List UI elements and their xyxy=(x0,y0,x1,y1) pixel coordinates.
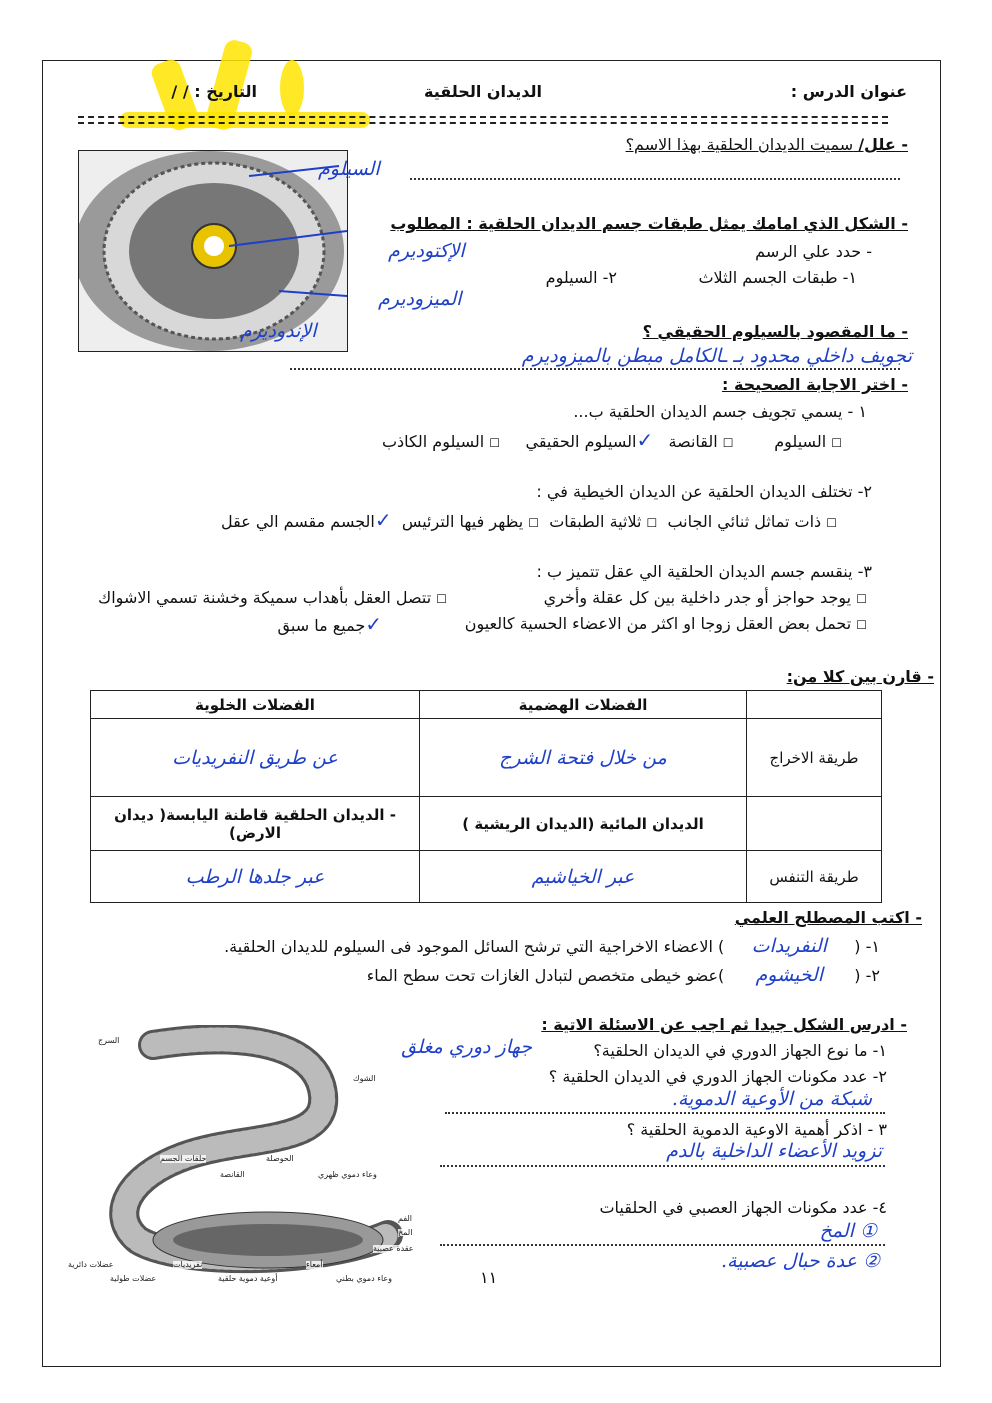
diagram-label: القانصة xyxy=(220,1170,245,1179)
diagram-label: السرج xyxy=(98,1036,120,1045)
option-label: ذات تماثل ثنائي الجانب xyxy=(667,512,822,531)
label-mesoderm: الميزوديرم xyxy=(378,288,462,310)
q3-answer: تجويف داخلي محدود بـ ـالكامل مبطن بالميزوديرم xyxy=(521,345,912,367)
highlight-mark xyxy=(280,60,304,116)
earthworm-diagram xyxy=(68,1025,428,1287)
q1-prefix: - علل/ xyxy=(858,135,908,154)
page-number: ١١ xyxy=(480,1268,498,1287)
option[interactable]: ☐ القانصة xyxy=(668,432,734,451)
date-label: التاريخ : / / xyxy=(171,82,257,101)
mcq-q1: ١ - يسمي تجويف جسم الديدان الحلقية ب... xyxy=(573,402,867,421)
cell: الديدان المائية (الديدان الريشية ) xyxy=(420,797,747,851)
option-checked[interactable] xyxy=(221,508,392,532)
mcq-q2-options xyxy=(221,508,837,532)
study-a3: تزويد الأعضاء الداخلية بالدم xyxy=(666,1140,882,1162)
mcq-title: - اختر الاجابة الصحيحة : xyxy=(721,375,908,394)
q1-question xyxy=(626,135,908,154)
row-label: طريقة الاخراج xyxy=(747,719,882,797)
lesson-label: عنوان الدرس : xyxy=(790,82,907,101)
term-item-2: ٢- (الخيشوم)عضو خيطى متخصص لتبادل الغازات تحت سطح الماء xyxy=(366,964,880,986)
table-row xyxy=(91,851,882,903)
table-row xyxy=(91,719,882,797)
table-header-row xyxy=(91,691,882,719)
check-icon: ✓ xyxy=(636,428,654,452)
option-label: الجسم مقسم الي عقل xyxy=(221,512,375,531)
study-a4b: ② عدة حبال عصبية. xyxy=(721,1250,880,1272)
mcq-q3-option3[interactable]: ☐ تحمل بعض العقل زوجا او اكثر من الاعضاء الحسية كالعيون xyxy=(464,614,867,633)
option[interactable]: ☐ يظهر فيها الترئيس xyxy=(401,512,540,531)
mcq-q1-options xyxy=(382,428,842,452)
diagram-label: الفم xyxy=(398,1214,413,1223)
diagram-label: عقدة عصبية xyxy=(373,1244,414,1253)
term-answer: النفريدات xyxy=(751,935,827,957)
diagram-label: وعاء دموي بطني xyxy=(336,1274,393,1283)
study-a1: جهاز دوري مغلق xyxy=(401,1036,532,1058)
option-label: السيلوم الكاذب xyxy=(381,432,485,451)
check-icon: ✓ xyxy=(365,612,382,636)
terms-title: - اكتب المصطلح العلمي xyxy=(734,908,922,927)
study-q3: ٣ - اذكر أهمية الاوعية الدموية الحلقية ؟ xyxy=(626,1120,887,1139)
q2-title: - الشكل الذي امامك يمثل طبقات جسم الديدان الحلقية : المطلوب xyxy=(390,214,908,233)
mcq-q3-option2[interactable]: ☐ تتصل العقل بأهداب سميكة وخشنة تسمي الاشواك xyxy=(98,588,447,607)
option-checked[interactable] xyxy=(525,428,654,452)
option-label: السيلوم الحقيقي xyxy=(525,432,637,451)
option-label: السيلوم xyxy=(774,432,827,451)
answer-cell: من خلال فتحة الشرج xyxy=(420,719,747,797)
lesson-title: الديدان الحلقية xyxy=(424,82,542,101)
study-a2: شبكة من الأوعية الدموية. xyxy=(671,1088,872,1110)
mcq-q3: ٣- ينقسم جسم الديدان الحلقية الي عقل تتميز ب : xyxy=(536,562,872,581)
term-answer: الخيشوم xyxy=(755,964,824,986)
check-icon: ✓ xyxy=(374,508,392,532)
answer-line xyxy=(290,368,900,370)
q2-sub: - حدد علي الرسم xyxy=(755,242,872,261)
diagram-label: الشوك xyxy=(353,1074,376,1083)
header-cell xyxy=(747,691,882,719)
row-label: طريقة التنفس xyxy=(747,851,882,903)
option-label: يظهر فيها الترئيس xyxy=(401,512,524,531)
header-cell: الفضلات الهضمية xyxy=(420,691,747,719)
diagram-label: الحوصلة xyxy=(266,1154,294,1163)
study-a4a: ① المخ xyxy=(819,1220,877,1242)
comparison-table xyxy=(90,690,882,903)
option-label: جميع ما سبق xyxy=(277,616,366,635)
answer-cell: عبر الخياشيم xyxy=(420,851,747,903)
diagram-label: أمعاء xyxy=(306,1260,323,1269)
q3-title: - ما المقصود بالسيلوم الحقيقي ؟ xyxy=(642,322,908,341)
option-label: يوجد حواجز أو جدر داخلية بين كل عقلة وأخري xyxy=(543,588,852,607)
term-text: عضو خيطى متخصص لتبادل الغازات تحت سطح الماء xyxy=(366,966,719,985)
label-coelom: السيلوم xyxy=(318,158,380,180)
table-row xyxy=(91,797,882,851)
option[interactable]: ☐ ثلاثية الطبقات xyxy=(549,512,658,531)
term-text: الاعضاء الاخراجية التي ترشح السائل الموجود فى السيلوم للديدان الحلقية. xyxy=(224,937,713,956)
diagram-label: عضلات دائرية xyxy=(68,1260,114,1269)
answer-cell: عن طريق النفريديات xyxy=(91,719,420,797)
option[interactable]: ☐ السيلوم xyxy=(774,432,842,451)
header-cell: الفضلات الخلوية xyxy=(91,691,420,719)
option[interactable]: ☐ ذات تماثل ثنائي الجانب xyxy=(667,512,837,531)
answer-line xyxy=(445,1112,885,1114)
compare-title: - قارن بين كلا من: xyxy=(786,667,934,686)
answer-cell: عبر جلدها الرطب xyxy=(91,851,420,903)
option-label: ثلاثية الطبقات xyxy=(549,512,642,531)
diagram-label: المخ xyxy=(398,1228,413,1237)
label-endoderm: الإندوديرم xyxy=(240,320,317,342)
term-number: ١- xyxy=(865,937,880,956)
study-q1: ١- ما نوع الجهاز الدوري في الديدان الحلقية؟ xyxy=(593,1041,887,1060)
option-label: تحمل بعض العقل زوجا او اكثر من الاعضاء الحسية كالعيون xyxy=(464,614,852,633)
answer-line xyxy=(440,1165,885,1167)
label-ectoderm: الإكتوديرم xyxy=(388,240,465,262)
study-q4: ٤- عدد مكونات الجهاز العصبي في الحلقيات xyxy=(599,1198,887,1217)
option[interactable]: ☐ السيلوم الكاذب xyxy=(381,432,501,451)
term-number: ٢- xyxy=(865,966,880,985)
cell: - الديدان الحلقية قاطنة اليابسة( ديدان الارض) xyxy=(91,797,420,851)
q1-text: سميت الديدان الحلقية بهذا الاسم؟ xyxy=(625,135,854,154)
study-title: - ادرس الشكل جيدا ثم اجب عن الاسئلة الاتية : xyxy=(541,1015,907,1034)
diagram-label: وعاء دموي ظهري xyxy=(318,1170,377,1179)
study-q2: ٢- عدد مكونات الجهاز الدوري في الديدان الحلقية ؟ xyxy=(548,1067,887,1086)
mcq-q3-option1[interactable]: ☐ يوجد حواجز أو جدر داخلية بين كل عقلة وأخري xyxy=(543,588,867,607)
row-label xyxy=(747,797,882,851)
mcq-q3-option4-checked[interactable] xyxy=(278,612,382,636)
answer-line xyxy=(440,1244,885,1246)
diagram-label: عضلات طولية xyxy=(110,1274,157,1283)
diagram-label: حلقات الجسم xyxy=(160,1154,207,1163)
diagram-label: نفريديات xyxy=(173,1260,203,1269)
q2-item2: ٢- السيلوم xyxy=(545,268,617,287)
divider xyxy=(78,116,888,124)
term-item-1: ١- (النفريدات) الاعضاء الاخراجية التي ترشح السائل الموجود فى السيلوم للديدان الحلقية. xyxy=(224,935,880,957)
answer-line xyxy=(410,178,900,180)
option-label: القانصة xyxy=(668,432,718,451)
diagram-label: أوعية دموية حلقية xyxy=(218,1274,278,1283)
mcq-q2: ٢- تختلف الديدان الحلقية عن الديدان الخيطية في : xyxy=(536,482,872,501)
option-label: تتصل العقل بأهداب سميكة وخشنة تسمي الاشواك xyxy=(98,588,432,607)
q2-item1: ١- طبقات الجسم الثلاث xyxy=(698,268,857,287)
